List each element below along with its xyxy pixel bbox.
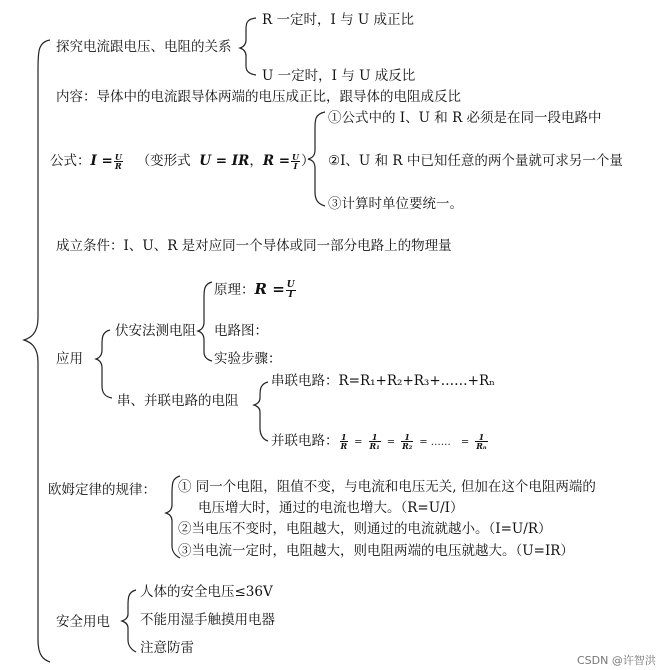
safety-item-lightning: 注意防雷 <box>140 640 194 656</box>
series-row <box>271 373 495 389</box>
application-brace <box>96 330 112 398</box>
relation-item-proportional: R 一定时，I 与 U 成正比 <box>262 12 415 28</box>
formula-note-3: ③计算时单位要统一。 <box>328 196 463 212</box>
parallel-fraction <box>401 433 413 450</box>
condition-statement: 成立条件：I、U、R 是对应同一个导体或同一部分电路上的物理量 <box>56 238 452 254</box>
formula-main-numerator: U <box>114 152 122 162</box>
ohm-rule-3: ③当电流一定时，电阻越大，则电阻两端的电压就越大。（U=IR） <box>178 543 574 559</box>
relation-item-inverse: U 一定时，I 与 U 成反比 <box>262 68 416 84</box>
voltammetry-principle-denominator: I <box>288 290 293 300</box>
parallel-fraction-numerator: 1 <box>401 433 413 442</box>
formula-variant-2-numerator: U <box>292 152 300 162</box>
relation-brace <box>240 18 256 75</box>
formula-label: 公式： <box>50 153 91 169</box>
parallel-operator: = …… <box>419 437 451 448</box>
parallel-fraction-denominator: R <box>340 441 348 451</box>
parallel-operator: = <box>354 437 363 448</box>
formula-main-denominator: R <box>114 161 122 171</box>
ohm-rules-label: 欧姆定律的规律： <box>48 482 156 498</box>
relation-title: 探究电流跟电压、电阻的关系 <box>56 39 232 55</box>
formula-variant-2-denominator: I <box>293 161 298 171</box>
application-label: 应用 <box>56 351 83 367</box>
parallel-fraction-denominator: R₁ <box>369 441 380 451</box>
parallel-fraction-numerator: 1 <box>369 433 381 442</box>
voltammetry-circuit: 电路图： <box>214 323 268 339</box>
parallel-fraction <box>475 433 487 450</box>
series-label: 串联电路： <box>271 373 339 389</box>
parallel-fraction-denominator: Rₙ <box>476 441 487 451</box>
parallel-operator: = <box>460 437 470 448</box>
main-brace <box>24 40 50 662</box>
ohm-rule-1-line-1: ① 同一个电阻，阻值不变，与电流和电压无关, 但加在这个电阻两端的 <box>178 479 596 495</box>
ohm-rule-2: ②当电压不变时，电阻越大，则通过的电流就越小。（I=U/R） <box>178 521 552 537</box>
parallel-fraction-numerator: 1 <box>341 432 347 442</box>
safety-item-voltage: 人体的安全电压≤36V <box>140 584 273 600</box>
voltammetry-brace <box>198 282 212 361</box>
formula-variant-1: U = IR <box>199 153 250 169</box>
formula-variant-2-lhs: R = <box>262 153 291 169</box>
voltammetry-principle-label: 原理： <box>214 282 255 298</box>
parallel-formula <box>339 433 489 449</box>
parallel-fraction <box>369 433 381 450</box>
formula-variant-close: ） <box>301 153 315 169</box>
safety-item-wet-hands: 不能用湿手触摸用电器 <box>140 612 275 628</box>
safety-label: 安全用电 <box>56 614 110 630</box>
formula-main-fraction <box>114 153 123 170</box>
voltammetry-label: 伏安法测电阻 <box>115 323 196 339</box>
voltammetry-steps: 实验步骤： <box>214 351 282 367</box>
voltammetry-principle-numerator: U <box>286 280 295 290</box>
parallel-operator: = <box>386 437 396 448</box>
series-parallel-label: 串、并联电路的电阻 <box>117 393 239 409</box>
formula-note-1: ①公式中的 I、U 和 R 必须是在同一段电路中 <box>328 110 602 126</box>
formula-variant-2-fraction <box>291 153 300 170</box>
series-parallel-brace <box>254 382 268 441</box>
safety-brace <box>122 590 136 652</box>
voltammetry-principle-lhs: R = <box>254 280 285 298</box>
parallel-fraction-numerator: 1 <box>475 433 487 442</box>
parallel-row <box>271 433 489 451</box>
formula-note-2: ②I、U 和 R 中已知任意的两个量就可求另一个量 <box>328 153 623 169</box>
watermark: CSDN @许智洪 <box>577 654 656 667</box>
parallel-fraction-denominator: R₂ <box>402 441 413 451</box>
series-formula: R=R₁+R₂+R₃+……+Rₙ <box>338 373 495 389</box>
parallel-label: 并联电路： <box>271 433 339 449</box>
ohm-rule-1-line-2: 电压增大时，通过的电流也增大。（R=U/I） <box>198 500 464 516</box>
voltammetry-principle-fraction <box>286 281 296 300</box>
content-statement: 内容：导体中的电流跟导体两端的电压成正比，跟导体的电阻成反比 <box>56 89 461 105</box>
formula-variant-open: （变形式 <box>136 153 191 169</box>
formula-row <box>50 153 315 170</box>
formula-main-lhs: I = <box>90 153 113 169</box>
voltammetry-principle <box>214 281 297 300</box>
parallel-fraction <box>340 433 349 450</box>
formula-comma: ， <box>249 153 263 169</box>
